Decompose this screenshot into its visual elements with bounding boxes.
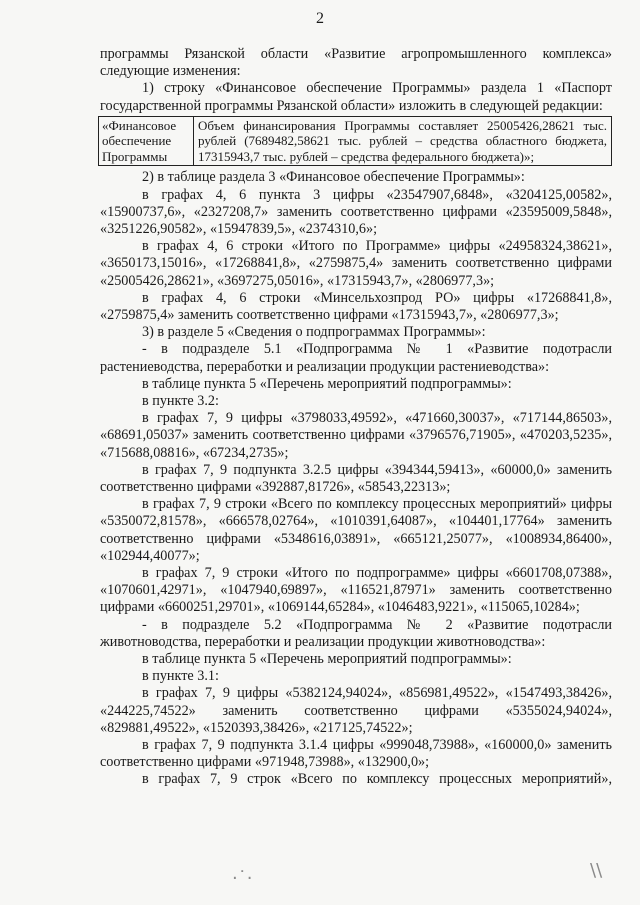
table-right-cell: Объем финансирования Программы составляет 25005426,28621 тыс. рублей (7689482,58621 тыс. рублей – средства областного бюджета, 17315943,7 тыс. рублей – средства федерального бюджета)»; (198, 117, 607, 164)
scan-speck-mark: ·˙· (232, 868, 253, 889)
body-paragraph: в графах 4, 6 строки «Итого по Программе» цифры «24958324,38621», «3650173,15016», «17268841,8», «2759875,4» заменить соответственно цифрами «25005426,28621», «3697275,05016», «17315943,7», «2806977,3»; (100, 238, 612, 289)
document-body (100, 46, 612, 789)
body-paragraph: в графах 7, 9 цифры «3798033,49592», «471660,30037», «717144,86503», «68691,05037» заменить соответственно цифрами «3796576,71905», «470203,5235», «715688,08816», «67234,2735»; (100, 410, 612, 461)
body-paragraph: в пункте 3.1: (142, 668, 219, 685)
body-paragraph: в пункте 3.2: (142, 392, 219, 409)
body-paragraph: в таблице пункта 5 «Перечень мероприятий подпрограммы»: (142, 375, 512, 392)
body-paragraph: 3) в разделе 5 «Сведения о подпрограммах Программы»: (142, 324, 486, 341)
body-paragraph: в графах 7, 9 подпункта 3.1.4 цифры «999048,73988», «160000,0» заменить соответственно цифрами «971948,73988», «132900,0»; (100, 737, 612, 771)
body-paragraph: - в подразделе 5.1 «Подпрограмма № 1 «Развитие подотрасли растениеводства, переработки и реализации продукции растениеводства»: (100, 341, 612, 375)
scan-speck-mark: \\ (590, 860, 603, 881)
table-left-cell: «Финансовое обеспечение Программы (99, 117, 194, 166)
intro-paragraph: программы Рязанской области «Развитие агропромышленного комплекса» следующие изменения: (100, 46, 612, 80)
financing-table (98, 116, 612, 167)
intro-paragraph: 1) строку «Финансовое обеспечение Программы» раздела 1 «Паспорт государственной программы Рязанской области» изложить в следующей редакции: (100, 80, 612, 114)
body-paragraph: в графах 4, 6 пункта 3 цифры «23547907,6848», «3204125,00582», «15900737,6», «2327208,7» заменить соответственно цифрами «23595009,5848», «3251226,90582», «15947839,5», «2374310,6»; (100, 186, 612, 237)
body-paragraph: в графах 7, 9 подпункта 3.2.5 цифры «394344,59413», «60000,0» заменить соответственно цифрами «392887,81726», «58543,22313»; (100, 461, 612, 495)
body-paragraph: - в подразделе 5.2 «Подпрограмма № 2 «Развитие подотрасли животноводства, переработки и реализации продукции животноводства»: (100, 616, 612, 650)
body-paragraph: в графах 7, 9 цифры «5382124,94024», «856981,49522», «1547493,38426», «244225,74522» заменить соответственно цифрами «5355024,94024», «829881,49522», «1520393,38426», «217125,74522»; (100, 685, 612, 736)
body-paragraph: в таблице пункта 5 «Перечень мероприятий подпрограммы»: (142, 651, 512, 667)
body-paragraph: в графах 7, 9 строки «Итого по подпрограмме» цифры «6601708,07388», «1070601,42971», «1047940,69897», «116521,87971» заменить соответственно цифрами «6600251,29701», «1069144,65284», «1046483,9221», «115065,10284»; (100, 564, 612, 616)
body-paragraph: в графах 7, 9 строки «Всего по комплексу процессных мероприятий» цифры «5350072,81578», «666578,02764», «1010391,64087», «104401,17764» заменить соответственно цифрами «5348616,03891», «665121,25077», «1008934,86400», «102944,40077»; (100, 496, 612, 564)
body-paragraph: 2) в таблице раздела 3 «Финансовое обеспечение Программы»: (142, 169, 525, 186)
body-paragraph: в графах 7, 9 строк «Всего по комплексу процессных мероприятий», (142, 771, 612, 788)
body-paragraph: в графах 4, 6 строки «Минсельхозпрод РО» цифры «17268841,8», «2759875,4» заменить соответственно цифрами «17315943,7», «2806977,3»; (100, 289, 612, 323)
page-number: 2 (316, 10, 324, 27)
